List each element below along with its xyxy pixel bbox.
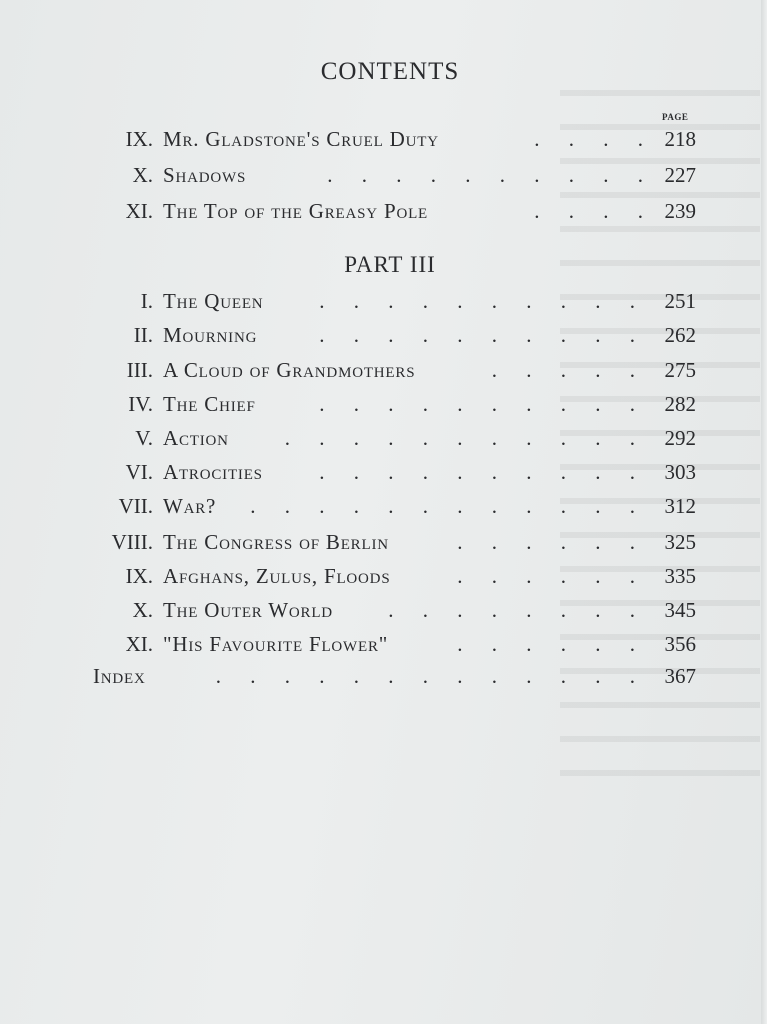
chapter-title: Mr. Gladstone's Cruel Duty <box>163 127 439 151</box>
leader-dots: . . . . . . <box>457 632 647 656</box>
leader-dots: . . . . . . . . <box>388 598 647 622</box>
chapter-number: I. <box>140 289 153 313</box>
chapter-title: Action <box>163 426 229 450</box>
chapter-title: The Outer World <box>163 598 333 622</box>
page-number: 262 <box>664 323 696 347</box>
leader-dots: . . . . <box>534 199 655 223</box>
leader-dots: . . . . . . . . . . <box>319 289 647 313</box>
toc-entry <box>0 632 767 662</box>
toc-entry <box>0 358 767 388</box>
page-edge <box>761 0 767 1024</box>
chapter-number: II. <box>133 323 153 347</box>
leader-dots: . . . . . . . . . . <box>319 460 647 484</box>
chapter-number: VIII. <box>111 530 153 554</box>
leader-dots: . . . . . . <box>457 530 647 554</box>
chapter-number: VII. <box>118 494 153 518</box>
chapter-title: Afghans, Zulus, Floods <box>163 564 391 588</box>
leader-dots: . . . . <box>534 127 655 151</box>
chapter-title: The Queen <box>163 289 264 313</box>
leader-dots: . . . . . . . . . . <box>319 323 647 347</box>
page-number: 239 <box>664 199 696 223</box>
leader-dots: . . . . . . . . . . . . <box>250 494 647 518</box>
page-number: 325 <box>664 530 696 554</box>
page-number: 335 <box>664 564 696 588</box>
toc-entry <box>0 598 767 628</box>
toc-entry <box>0 460 767 490</box>
chapter-number: V. <box>135 426 153 450</box>
toc-entry <box>0 494 767 524</box>
chapter-number: IX. <box>125 127 153 151</box>
chapter-title: The Chief <box>163 392 256 416</box>
chapter-number: X. <box>132 598 153 622</box>
page-number: 292 <box>664 426 696 450</box>
leader-dots: . . . . . . . . . . <box>319 392 647 416</box>
toc-entry <box>0 392 767 422</box>
leader-dots: . . . . . <box>491 358 647 382</box>
chapter-title: Atrocities <box>163 460 263 484</box>
chapter-number: XI. <box>125 199 153 223</box>
leader-dots: . . . . . . . . . . <box>327 163 655 187</box>
contents-heading: CONTENTS <box>320 58 460 85</box>
toc-entry <box>0 564 767 594</box>
toc-entry <box>0 426 767 456</box>
chapter-title: The Top of the Greasy Pole <box>163 199 429 223</box>
page-number: 282 <box>664 392 696 416</box>
toc-entry <box>0 289 767 319</box>
chapter-title: The Congress of Berlin <box>163 530 389 554</box>
toc-entry <box>0 530 767 560</box>
chapter-number: IV. <box>128 392 153 416</box>
index-title: Index <box>93 664 146 688</box>
toc-entry <box>0 163 767 193</box>
page-number: 303 <box>664 460 696 484</box>
leader-dots: . . . . . . . . . . . . . <box>215 664 647 688</box>
page-number: 218 <box>664 127 696 151</box>
part-heading: PART III <box>344 252 436 277</box>
chapter-title: Shadows <box>163 163 247 187</box>
chapter-number: XI. <box>125 632 153 656</box>
chapter-title: War? <box>163 494 217 518</box>
page-number: 275 <box>664 358 696 382</box>
chapter-title: A Cloud of Grandmothers <box>163 358 416 382</box>
page-column-label: PAGE <box>662 112 689 122</box>
page-number: 367 <box>664 664 696 688</box>
chapter-number: X. <box>132 163 153 187</box>
toc-entry <box>0 323 767 353</box>
page-number: 356 <box>664 632 696 656</box>
chapter-title: Mourning <box>163 323 258 347</box>
toc-index-entry <box>0 664 767 694</box>
chapter-number: VI. <box>125 460 153 484</box>
chapter-number: III. <box>126 358 153 382</box>
page-number: 251 <box>664 289 696 313</box>
toc-entry <box>0 127 767 157</box>
toc-entry <box>0 199 767 229</box>
leader-dots: . . . . . . . . . . . <box>284 426 647 450</box>
page-number: 345 <box>664 598 696 622</box>
chapter-number: IX. <box>125 564 153 588</box>
chapter-title: "His Favourite Flower" <box>163 632 389 656</box>
page-number: 227 <box>664 163 696 187</box>
page-number: 312 <box>664 494 696 518</box>
leader-dots: . . . . . . <box>457 564 647 588</box>
